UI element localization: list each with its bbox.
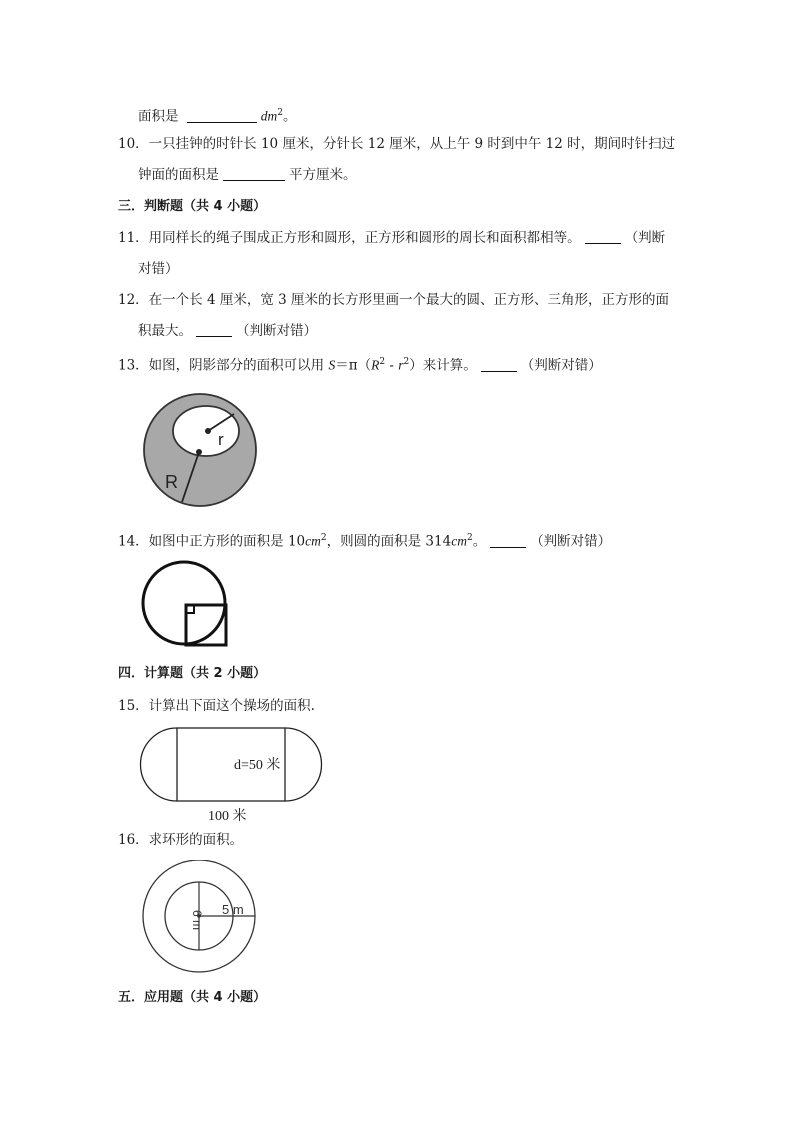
section-4-title: 四．计算题（共 2 小题）	[118, 666, 267, 681]
length-label: 100 米	[208, 809, 247, 824]
q15-text: 15．计算出下面这个操场的面积.	[118, 698, 315, 714]
q13-sup2: 2	[403, 357, 410, 367]
q9-unit: dm	[260, 108, 278, 124]
label-r: r	[218, 430, 224, 449]
q13-formula-sep: -	[385, 357, 399, 374]
q13-formula-end: ）来计算。	[409, 357, 477, 374]
q15-playground-figure	[138, 724, 328, 824]
q13-annulus-figure	[138, 388, 262, 512]
answer-blank-q10[interactable]	[223, 166, 285, 181]
label-R: R	[165, 472, 178, 492]
q14-suffix: （判断对错）	[530, 533, 612, 550]
q14-line	[118, 528, 611, 552]
q13-suffix: （判断对错）	[520, 357, 602, 374]
answer-blank-q12[interactable]	[196, 322, 232, 337]
q10-line2	[138, 165, 357, 185]
q14-end: 。	[472, 533, 487, 550]
q13-prefix: 13．如图，阴影部分的面积可以用	[118, 357, 329, 374]
q14-circle-square-figure	[138, 560, 238, 652]
section-5-title: 五．应用题（共 4 小题）	[118, 990, 267, 1005]
q16-text: 16．求环形的面积。	[118, 832, 244, 848]
q12-suffix: （判断对错）	[236, 323, 317, 339]
q11-suffix: （判断	[624, 230, 666, 246]
q9-prefix: 面积是	[138, 108, 179, 125]
answer-blank-q14[interactable]	[490, 533, 526, 548]
q13-sup1: 2	[379, 357, 386, 367]
q12-prefix: 积最大。	[138, 323, 192, 339]
q14-sup1: 2	[320, 533, 327, 543]
q10-prefix: 钟面的面积是	[138, 167, 219, 183]
q14-mid: ，则圆的面积是 314	[326, 533, 452, 550]
q14-prefix: 14．如图中正方形的面积是 10	[118, 533, 306, 550]
q9-sup: 2	[277, 108, 284, 118]
q13-line	[118, 352, 602, 376]
diameter-label: d=50 米	[234, 758, 281, 773]
q12-line2	[138, 321, 317, 341]
q10-suffix: 平方厘米。	[289, 167, 357, 183]
q16-ring-figure	[138, 860, 264, 976]
q13-formula-s: S	[328, 357, 336, 373]
q9-suffix: 。	[283, 108, 297, 125]
answer-blank-q13[interactable]	[481, 357, 517, 372]
ring-width-label: 5 m	[222, 902, 244, 917]
answer-blank-q11[interactable]	[585, 229, 621, 244]
q14-unit1: cm	[305, 533, 321, 549]
q14-sup2: 2	[466, 533, 473, 543]
q11-line1	[118, 228, 665, 248]
q13-formula-R: R	[371, 357, 380, 373]
q11-line2: 对错）	[138, 261, 179, 277]
q10-line1: 10．一只挂钟的时针长 10 厘米，分针长 12 厘米，从上午 9 时到中午 12 时，期间时针扫过	[118, 136, 676, 152]
q9-tail	[138, 103, 297, 127]
inner-diameter-label: 6 m	[190, 909, 204, 931]
q13-formula-mid: ＝π（	[335, 357, 372, 374]
q13-formula-r: r	[398, 357, 404, 373]
q12-line1: 12．在一个长 4 厘米，宽 3 厘米的长方形里画一个最大的圆、正方形、三角形，正方形的面	[118, 292, 670, 308]
section-3-title: 三．判断题（共 4 小题）	[118, 199, 267, 214]
q11-text: 11．用同样长的绳子围成正方形和圆形，正方形和圆形的周长和面积都相等。	[118, 230, 581, 246]
answer-blank-q9[interactable]	[187, 108, 257, 123]
q14-unit2: cm	[451, 533, 467, 549]
